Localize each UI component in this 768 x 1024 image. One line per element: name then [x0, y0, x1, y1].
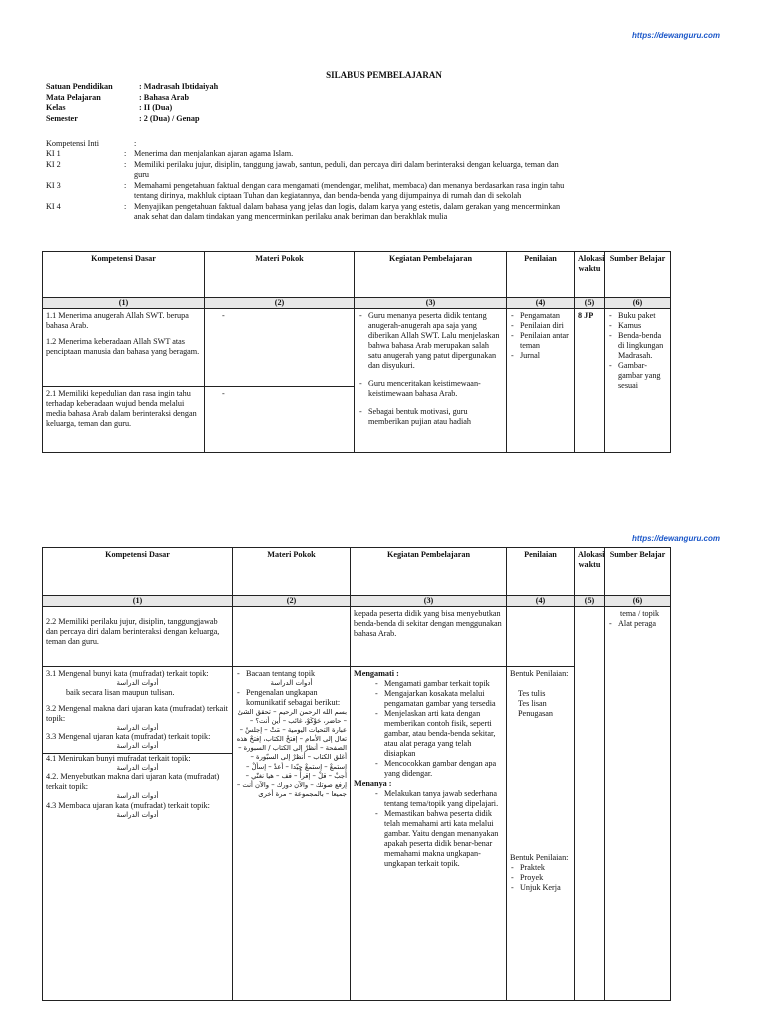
penilaian-item: Penugasan [518, 709, 554, 718]
kegiatan-item: - Guru menanya peserta didik tentang anugerah-anugerah apa saja yang diberikan Allah SWT. Lalu menjelaskan bahwa bahasa Arab merupakan salah satu anugerah yang patut dipergunakan dan disyukuri. [368, 311, 503, 371]
kd-text: 4.2. Menyebutkan makna dari ujaran kata (mufradat) terkait topik: [46, 772, 220, 792]
penilaian-cell [507, 667, 575, 1001]
kegiatan-item: - Melakukan tanya jawab sederhana tentang tema/topik yang dipelajari. [384, 789, 503, 809]
source-url[interactable]: https://dewanguru.com [632, 534, 720, 543]
kd-text: baik secara lisan maupun tulisan. [66, 687, 175, 697]
col-number: (4) [507, 298, 575, 309]
ki-text: Menyajikan pengetahuan faktual dalam bahasa yang jelas dan logis, dalam karya yang estetis, dalam gerakan yang mencerminkan anak sehat dan dalam tindakan yang mencerminkan perilaku anak beriman dan berakhlak mulia [134, 202, 561, 221]
sumber-cell [605, 607, 671, 1001]
alokasi-cell [575, 607, 605, 1001]
arabic-topic: أدوات الدراسة [116, 810, 159, 819]
ident-value: : II (Dua) [139, 103, 173, 112]
source-url[interactable]: https://dewanguru.com [632, 31, 720, 40]
kd-text: 1.1 Menerima anugerah Allah SWT. berupa bahasa Arab. [46, 311, 189, 330]
penilaian-item: - Praktek [520, 863, 571, 873]
ident-key: Kelas [46, 103, 66, 112]
sumber-cell [605, 309, 671, 453]
penilaian-item: - Penilaian antar teman [520, 331, 571, 351]
penilaian-item: - Penilaian diri [520, 321, 571, 331]
kd-text: 2.1 Memiliki kepedulian dan rasa ingin tahu terhadap keberadaan wujud benda melalui media bahasa Arab dalam berinteraksi dengan keluarga, teman dan guru. [46, 389, 197, 428]
arabic-topic: أدوات الدراسة [116, 792, 159, 801]
kd-cell [43, 667, 233, 1001]
penilaian-item: Tes tulis [518, 689, 546, 698]
section-mengamati: Mengamati : [354, 669, 399, 678]
arabic-topic: أدوات الدراسة [116, 679, 159, 687]
col-number: (3) [355, 298, 507, 309]
penilaian-cell [507, 607, 575, 667]
col-number: (2) [205, 298, 355, 309]
materi-item: - Pengenalan ungkapan komunikatif sebagai berikut: [246, 688, 347, 708]
header-penilaian: Penilaian [507, 252, 575, 298]
col-number: (3) [351, 596, 507, 607]
penilaian-item: Tes lisan [518, 699, 547, 708]
ki-key: KI 2 [46, 160, 61, 169]
materi-cell [205, 309, 355, 387]
penilaian-item: - Jurnal [520, 351, 571, 361]
identity-block [46, 82, 218, 124]
ident-value: : Madrasah Ibtidaiyah [139, 82, 219, 91]
header-penilaian: Penilaian [507, 548, 575, 596]
penilaian-title: Bentuk Penilaian: [510, 853, 569, 862]
sumber-item: - Buku paket [618, 311, 667, 321]
col-number: (2) [233, 596, 351, 607]
arabic-topic: أدوات الدراسة [43, 742, 232, 754]
kd-text: 3.1 Mengenal bunyi kata (mufradat) terkait topik: [46, 669, 209, 678]
col-number: (4) [507, 596, 575, 607]
ident-value: : Bahasa Arab [139, 92, 190, 102]
kd-text: 1.2 Menerima keberadaan Allah SWT atas penciptaan manusia dan bahasa yang beragam. [46, 337, 200, 356]
ident-key: Mata Pelajaran [46, 92, 101, 102]
materi-item: - Bacaan tentang topik [246, 669, 347, 679]
header-materi-pokok: Materi Pokok [233, 548, 351, 596]
materi-cell [233, 667, 351, 1001]
ki-text: Memiliki perilaku jujur, disiplin, tanggung jawab, santun, peduli, dan percaya diri dalam berinteraksi dengan keluarga, teman dan guru [134, 160, 559, 179]
kd-text: 2.2 Memiliki perilaku jujur, disiplin, tanggungjawab dan percaya diri dalam berinteraksi dengan keluarga, teman dan guru. [46, 617, 220, 646]
kegiatan-cell [351, 667, 507, 1001]
materi-text: - [222, 311, 225, 320]
header-alokasi: Alokasi waktu [575, 252, 605, 298]
penilaian-title: Bentuk Penilaian: [510, 669, 569, 678]
kompetensi-inti: Kompetensi Inti : KI 1 : Menerima dan menjalankan ajaran agama Islam. KI 2 : Memiliki perilaku jujur, disiplin, tanggung jawab, santun, peduli, dan percaya diri dalam berinteraksi dengan keluarga, teman dan guru KI 3 : Memahami pengetahuan faktual dengan cara mengamati (mendengar, melihat, membaca) dan menanya berdasarkan rasa ingin tahu tentang dirinya, makhluk ciptaan Tuhan dan kegiatannya, dan benda-benda yang dijumpainya di rumah dan di sekolah KI 4 : Menyajikan pengetahuan faktual dalam bahasa yang jelas dan logis, dalam karya yang estetis, dalam gerakan yang mencerminkan anak sehat dan dalam tindakan yang mencerminkan perilaku anak beriman dan berakhlak mulia [46, 139, 565, 221]
header-kegiatan: Kegiatan Pembelajaran [355, 252, 507, 298]
sumber-item: - Alat peraga [618, 619, 667, 629]
kd-cell [43, 387, 205, 453]
ki-text: Memahami pengetahuan faktual dengan cara mengamati (mendengar, melihat, membaca) dan menanya berdasarkan rasa ingin tahu tentang dirinya, makhluk ciptaan Tuhan dan kegiatannya, dan benda-benda yang dijumpainya di rumah dan di sekolah [134, 181, 565, 200]
arabic-topic: أدوات الدراسة [116, 763, 159, 772]
header-kompetensi-dasar: Kompetensi Dasar [43, 548, 233, 596]
header-materi-pokok: Materi Pokok [205, 252, 355, 298]
kd-text: 3.2 Mengenal makna dari ujaran kata (mufradat) terkait topik: [46, 703, 228, 723]
kegiatan-item: - Memastikan bahwa peserta didik telah memahami arti kata melalui gambar. Yaitu dengan menanyakan apakah peserta didik benar-benar memahami makna ungkapan-ungkapan terkait topik. [384, 809, 503, 869]
ki-key: KI 1 [46, 149, 61, 158]
sumber-item: - Gambar-gambar yang sesuai [618, 361, 667, 391]
kegiatan-item: - Mencocokkan gambar dengan apa yang didengar. [384, 759, 503, 779]
ident-key: Satuan Pendidikan [46, 82, 113, 91]
ki-key: KI 3 [46, 181, 61, 190]
kd-cell [43, 309, 205, 387]
col-number: (1) [43, 596, 233, 607]
penilaian-list [510, 689, 571, 719]
ki-title: Kompetensi Inti [46, 139, 99, 148]
kegiatan-item: - Mengajarkan kosakata melalui pengamatan gambar yang tersedia [384, 689, 503, 709]
kd-cell [43, 607, 233, 667]
kegiatan-text: kepada peserta didik yang bisa menyebutkan benda-benda di sekitar dengan menggunakan bahasa Arab. [354, 609, 502, 638]
header-kompetensi-dasar: Kompetensi Dasar [43, 252, 205, 298]
col-number: (5) [575, 298, 605, 309]
col-number: (6) [605, 298, 671, 309]
col-number: (1) [43, 298, 205, 309]
col-number: (6) [605, 596, 671, 607]
syllabus-table-1 [42, 251, 671, 453]
materi-text: - [222, 389, 225, 398]
alokasi-cell: 8 JP [575, 309, 605, 453]
penilaian-item: - Pengamatan [520, 311, 571, 321]
kegiatan-item: - Menjelaskan arti kata dengan memberikan contoh fisik, seperti gambar, atau benda-benda sekitar, atau alat peraga yang telah disiapkan [384, 709, 503, 759]
ki-key: KI 4 [46, 202, 61, 211]
kegiatan-item: - Mengamati gambar terkait topik [384, 679, 503, 689]
header-alokasi: Alokasi waktu [575, 548, 605, 596]
document-title: SILABUS PEMBELAJARAN [326, 70, 442, 80]
sumber-item: - Kamus [618, 321, 667, 331]
header-kegiatan: Kegiatan Pembelajaran [351, 548, 507, 596]
syllabus-table-2 [42, 547, 671, 1001]
kegiatan-cell [355, 309, 507, 453]
kd-text: 3.3 Mengenal ujaran kata (mufradat) terkait topik: [46, 732, 211, 742]
sumber-text: tema / topik [620, 609, 660, 618]
ident-key: Semester [46, 113, 78, 123]
penilaian-item: - Unjuk Kerja [520, 883, 571, 893]
header-sumber: Sumber Belajar [605, 252, 671, 298]
sumber-item: - Benda-benda di lingkungan Madrasah. [618, 331, 667, 361]
ki-text: Menerima dan menjalankan ajaran agama Islam. [134, 149, 294, 158]
kegiatan-item: - Sebagai bentuk motivasi, guru memberikan pujian atau hadiah [368, 407, 503, 427]
header-sumber: Sumber Belajar [605, 548, 671, 596]
arabic-topic: أدوات الدراسة [116, 723, 159, 732]
ki-colon: : [134, 139, 137, 148]
kd-text: 4.3 Membaca ujaran kata (mufradat) terkait topik: [46, 800, 210, 810]
arabic-topic: أدوات الدراسة [270, 679, 313, 687]
ident-value: : 2 (Dua) / Genap [139, 113, 200, 123]
penilaian-cell [507, 309, 575, 453]
section-menanya: Menanya : [354, 779, 392, 788]
materi-cell [233, 607, 351, 667]
arabic-expressions: بسم الله الرحمن الرحيم – تحقق الشئ – حاضر، حَوْكَوْ، غائب – أين أنت؟ – عبارة التحيات اليومية – مَتْ – إجلسْ – تعال إلى الأمام – إفتحْ الكتاب، إفتحْ هذه الصفحة – أنظرْ إلى الكتاب / السبورة – أغلق الكتاب – أنظرْ إلى السبّورة – إستمعْ – إستمعْ جيّدا – أعدْ – إسألْ – أجبْ – قلْ – إقرأْ – قف – هيا نغنّي – إرفع صوتك – والآن دورك – والآن أنت – جميعا – بالمجموعة – مرة أخرى [236, 707, 347, 799]
col-number: (5) [575, 596, 605, 607]
kegiatan-item: - Guru menceritakan keistimewaan-keistimewaan bahasa Arab. [368, 379, 503, 399]
kegiatan-cell [351, 607, 507, 667]
materi-cell [205, 387, 355, 453]
kd-text: 4.1 Menirukan bunyi mufradat terkait topik: [46, 753, 191, 763]
penilaian-item: - Proyek [520, 873, 571, 883]
